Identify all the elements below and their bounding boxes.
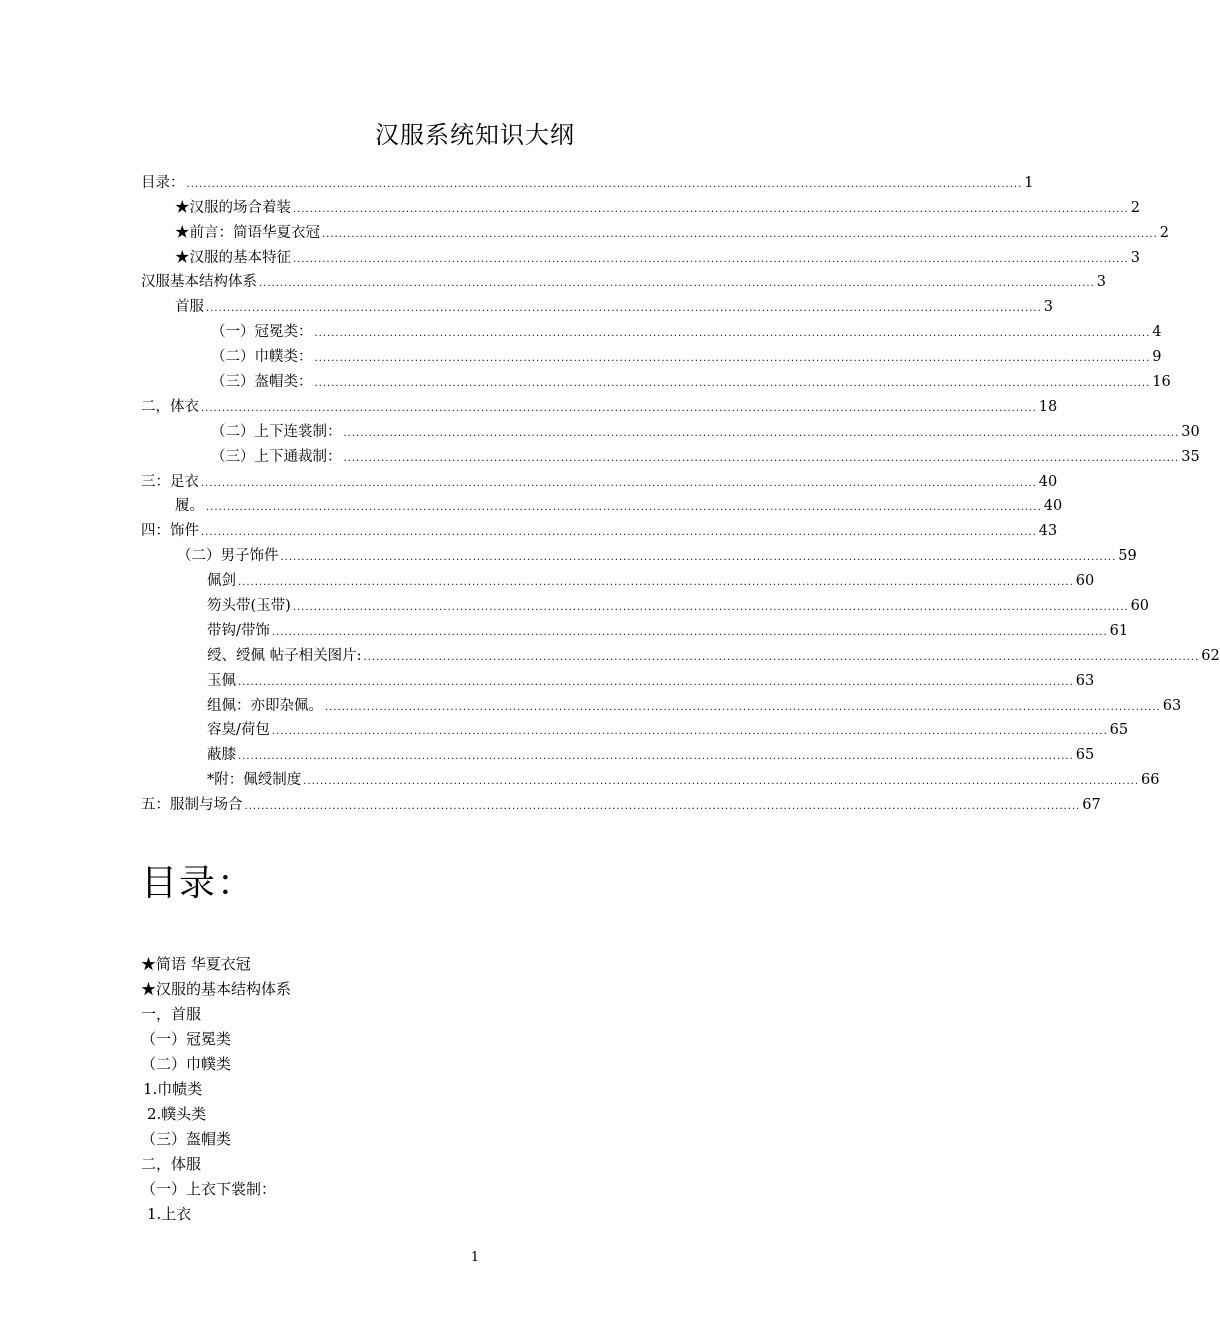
toc-entry-title: 玉佩 [207,672,236,689]
toc-entry-title: 汉服基本结构体系 [141,274,257,291]
toc-entry-page: 40 [1038,473,1058,490]
toc-leader-dots: ........................................................................................................................................................................................................ [271,626,1108,638]
toc-entry[interactable] [141,267,1106,292]
toc-leader-dots: ........................................................................................................................................................................................................ [206,502,1042,514]
toc-leader-dots: ........................................................................................................................................................................................................ [293,203,1129,215]
toc-entry[interactable] [141,242,1140,267]
document-title: 汉服系统知识大纲 [375,121,575,149]
toc-entry-page: 3 [1130,249,1140,266]
toc-entry-page: 65 [1109,722,1129,739]
toc-entry-page: 9 [1152,349,1162,366]
toc-leader-dots: ........................................................................................................................................................................................................ [293,253,1129,265]
toc-entry-title: 履。 [175,498,204,515]
toc-entry-page: 30 [1181,423,1200,440]
toc-entry-title: ★前言：简语华夏衣冠 [175,224,320,241]
toc-entry[interactable] [141,515,1058,540]
toc-entry-page: 3 [1043,299,1053,316]
toc-leader-dots: ........................................................................................................................................................................................................ [314,378,1151,390]
toc-entry[interactable] [141,540,1137,565]
toc-entry[interactable] [141,167,1034,192]
toc-entry-title: （三）上下通裁制： [211,448,342,465]
toc-entry-title: 绶、绶佩 帖子相关图片: [207,647,362,664]
toc-entry-title: 三：足衣 [141,473,199,490]
toc-leader-dots: ........................................................................................................................................................................................................ [206,303,1042,315]
contents-heading: 目录： [141,863,256,904]
toc-entry-page: 63 [1162,697,1182,714]
toc-entry-title: （三）盔帽类： [211,374,313,391]
toc-leader-dots: ........................................................................................................................................................................................................ [238,577,1074,589]
toc-leader-dots: ........................................................................................................................................................................................................ [238,751,1074,763]
toc-entry[interactable] [141,565,1095,590]
list-item: （三）盔帽类 [141,1130,232,1148]
toc-entry[interactable] [141,291,1053,316]
toc-entry-title: （二）男子饰件 [177,548,279,565]
toc-entry-page: 1 [1024,174,1034,191]
toc-entry-title: *附：佩绶制度 [207,772,302,789]
toc-entry[interactable] [141,316,1162,341]
toc-entry-page: 63 [1075,672,1095,689]
list-item: （一）上衣下裳制： [141,1180,277,1198]
toc-entry-title: 佩剑 [207,573,236,590]
toc-entry-page: 18 [1038,398,1058,415]
toc-entry-title: 四：饰件 [141,523,199,540]
toc-leader-dots: ........................................................................................................................................................................................................ [322,228,1158,240]
toc-entry-page: 2 [1159,224,1169,241]
toc-entry-page: 67 [1082,797,1101,814]
toc-entry[interactable] [141,366,1171,391]
toc-entry[interactable] [141,739,1095,764]
toc-entry-page: 59 [1118,548,1137,565]
toc-entry-page: 61 [1109,622,1129,639]
toc-leader-dots: ........................................................................................................................................................................................................ [238,676,1074,688]
toc-entry-title: （二）巾幞类： [211,349,313,366]
toc-entry-page: 65 [1075,747,1095,764]
toc-entry[interactable] [141,789,1101,814]
toc-leader-dots: ........................................................................................................................................................................................................ [343,427,1180,439]
toc-leader-dots: ........................................................................................................................................................................................................ [259,278,1095,290]
toc-entry-page: 40 [1043,498,1063,515]
toc-leader-dots: ........................................................................................................................................................................................................ [201,402,1037,414]
list-item: 一，首服 [141,1005,202,1023]
toc-entry[interactable] [141,391,1058,416]
toc-entry-title: 带钩/带饰 [207,622,270,639]
toc-entry[interactable] [141,640,1220,665]
toc-entry-title: 二，体衣 [141,398,199,415]
toc-entry-title: 目录： [141,174,185,191]
toc-entry-title: 蔽膝 [207,747,236,764]
toc-leader-dots: ........................................................................................................................................................................................................ [325,701,1161,713]
toc-leader-dots: ........................................................................................................................................................................................................ [343,452,1180,464]
page-number: 1 [470,1250,480,1265]
toc-entry-title: （一）冠冕类： [211,324,313,341]
toc-entry-title: 容臭/荷包 [207,722,270,739]
list-item: 1.上衣 [147,1205,192,1223]
list-item: （二）巾幞类 [141,1055,232,1073]
list-item: （一）冠冕类 [141,1030,232,1048]
toc-entry-page: 60 [1075,573,1095,590]
toc-leader-dots: ........................................................................................................................................................................................................ [363,651,1200,663]
toc-leader-dots: ........................................................................................................................................................................................................ [201,527,1037,539]
toc-entry-page: 35 [1181,448,1200,465]
toc-leader-dots: ........................................................................................................................................................................................................ [186,178,1023,190]
toc-entry-title: （二）上下连裳制： [211,423,342,440]
toc-entry[interactable] [141,416,1200,441]
toc-entry[interactable] [141,615,1129,640]
toc-entry-title: 五：服制与场合 [141,797,243,814]
toc-entry-page: 66 [1141,772,1160,789]
toc-entry-page: 4 [1152,324,1162,341]
toc-entry[interactable] [141,715,1129,740]
toc-entry-title: 首服 [175,299,204,316]
toc-entry[interactable] [141,441,1200,466]
toc-entry[interactable] [141,690,1182,715]
toc-leader-dots: ........................................................................................................................................................................................................ [280,552,1117,564]
toc-entry[interactable] [141,764,1160,789]
toc-leader-dots: ........................................................................................................................................................................................................ [201,477,1037,489]
toc-entry[interactable] [141,665,1095,690]
list-item: 二，体服 [141,1155,202,1173]
toc-entry-title: 笏头带(玉带) [207,598,291,615]
toc-entry-page: 62 [1201,647,1220,664]
toc-entry[interactable] [141,341,1162,366]
toc-entry[interactable] [141,217,1169,242]
toc-entry[interactable] [141,491,1063,516]
toc-leader-dots: ........................................................................................................................................................................................................ [292,602,1129,614]
toc-entry-page: 3 [1096,274,1106,291]
toc-entry-page: 60 [1130,598,1150,615]
toc-leader-dots: ........................................................................................................................................................................................................ [314,353,1151,365]
table-of-contents [141,167,1220,814]
toc-entry-title: ★汉服的场合着装 [175,199,291,216]
list-item: 2.幞头类 [147,1105,207,1123]
toc-entry-page: 16 [1152,374,1171,391]
list-item: ★汉服的基本结构体系 [141,980,292,998]
toc-entry[interactable] [141,590,1150,615]
toc-entry-title: 组佩：亦即杂佩。 [207,697,323,714]
list-item: 1.巾帻类 [143,1080,203,1098]
toc-leader-dots: ........................................................................................................................................................................................................ [314,328,1151,340]
toc-entry-title: ★汉服的基本特征 [175,249,291,266]
toc-leader-dots: ........................................................................................................................................................................................................ [303,776,1139,788]
toc-leader-dots: ........................................................................................................................................................................................................ [271,726,1108,738]
toc-entry[interactable] [141,466,1058,491]
contents-list [141,952,741,1227]
list-item: ★简语 华夏衣冠 [141,955,251,973]
toc-entry[interactable] [141,192,1140,217]
toc-entry-page: 2 [1130,199,1140,216]
toc-leader-dots: ........................................................................................................................................................................................................ [244,801,1081,813]
toc-entry-page: 43 [1038,523,1058,540]
